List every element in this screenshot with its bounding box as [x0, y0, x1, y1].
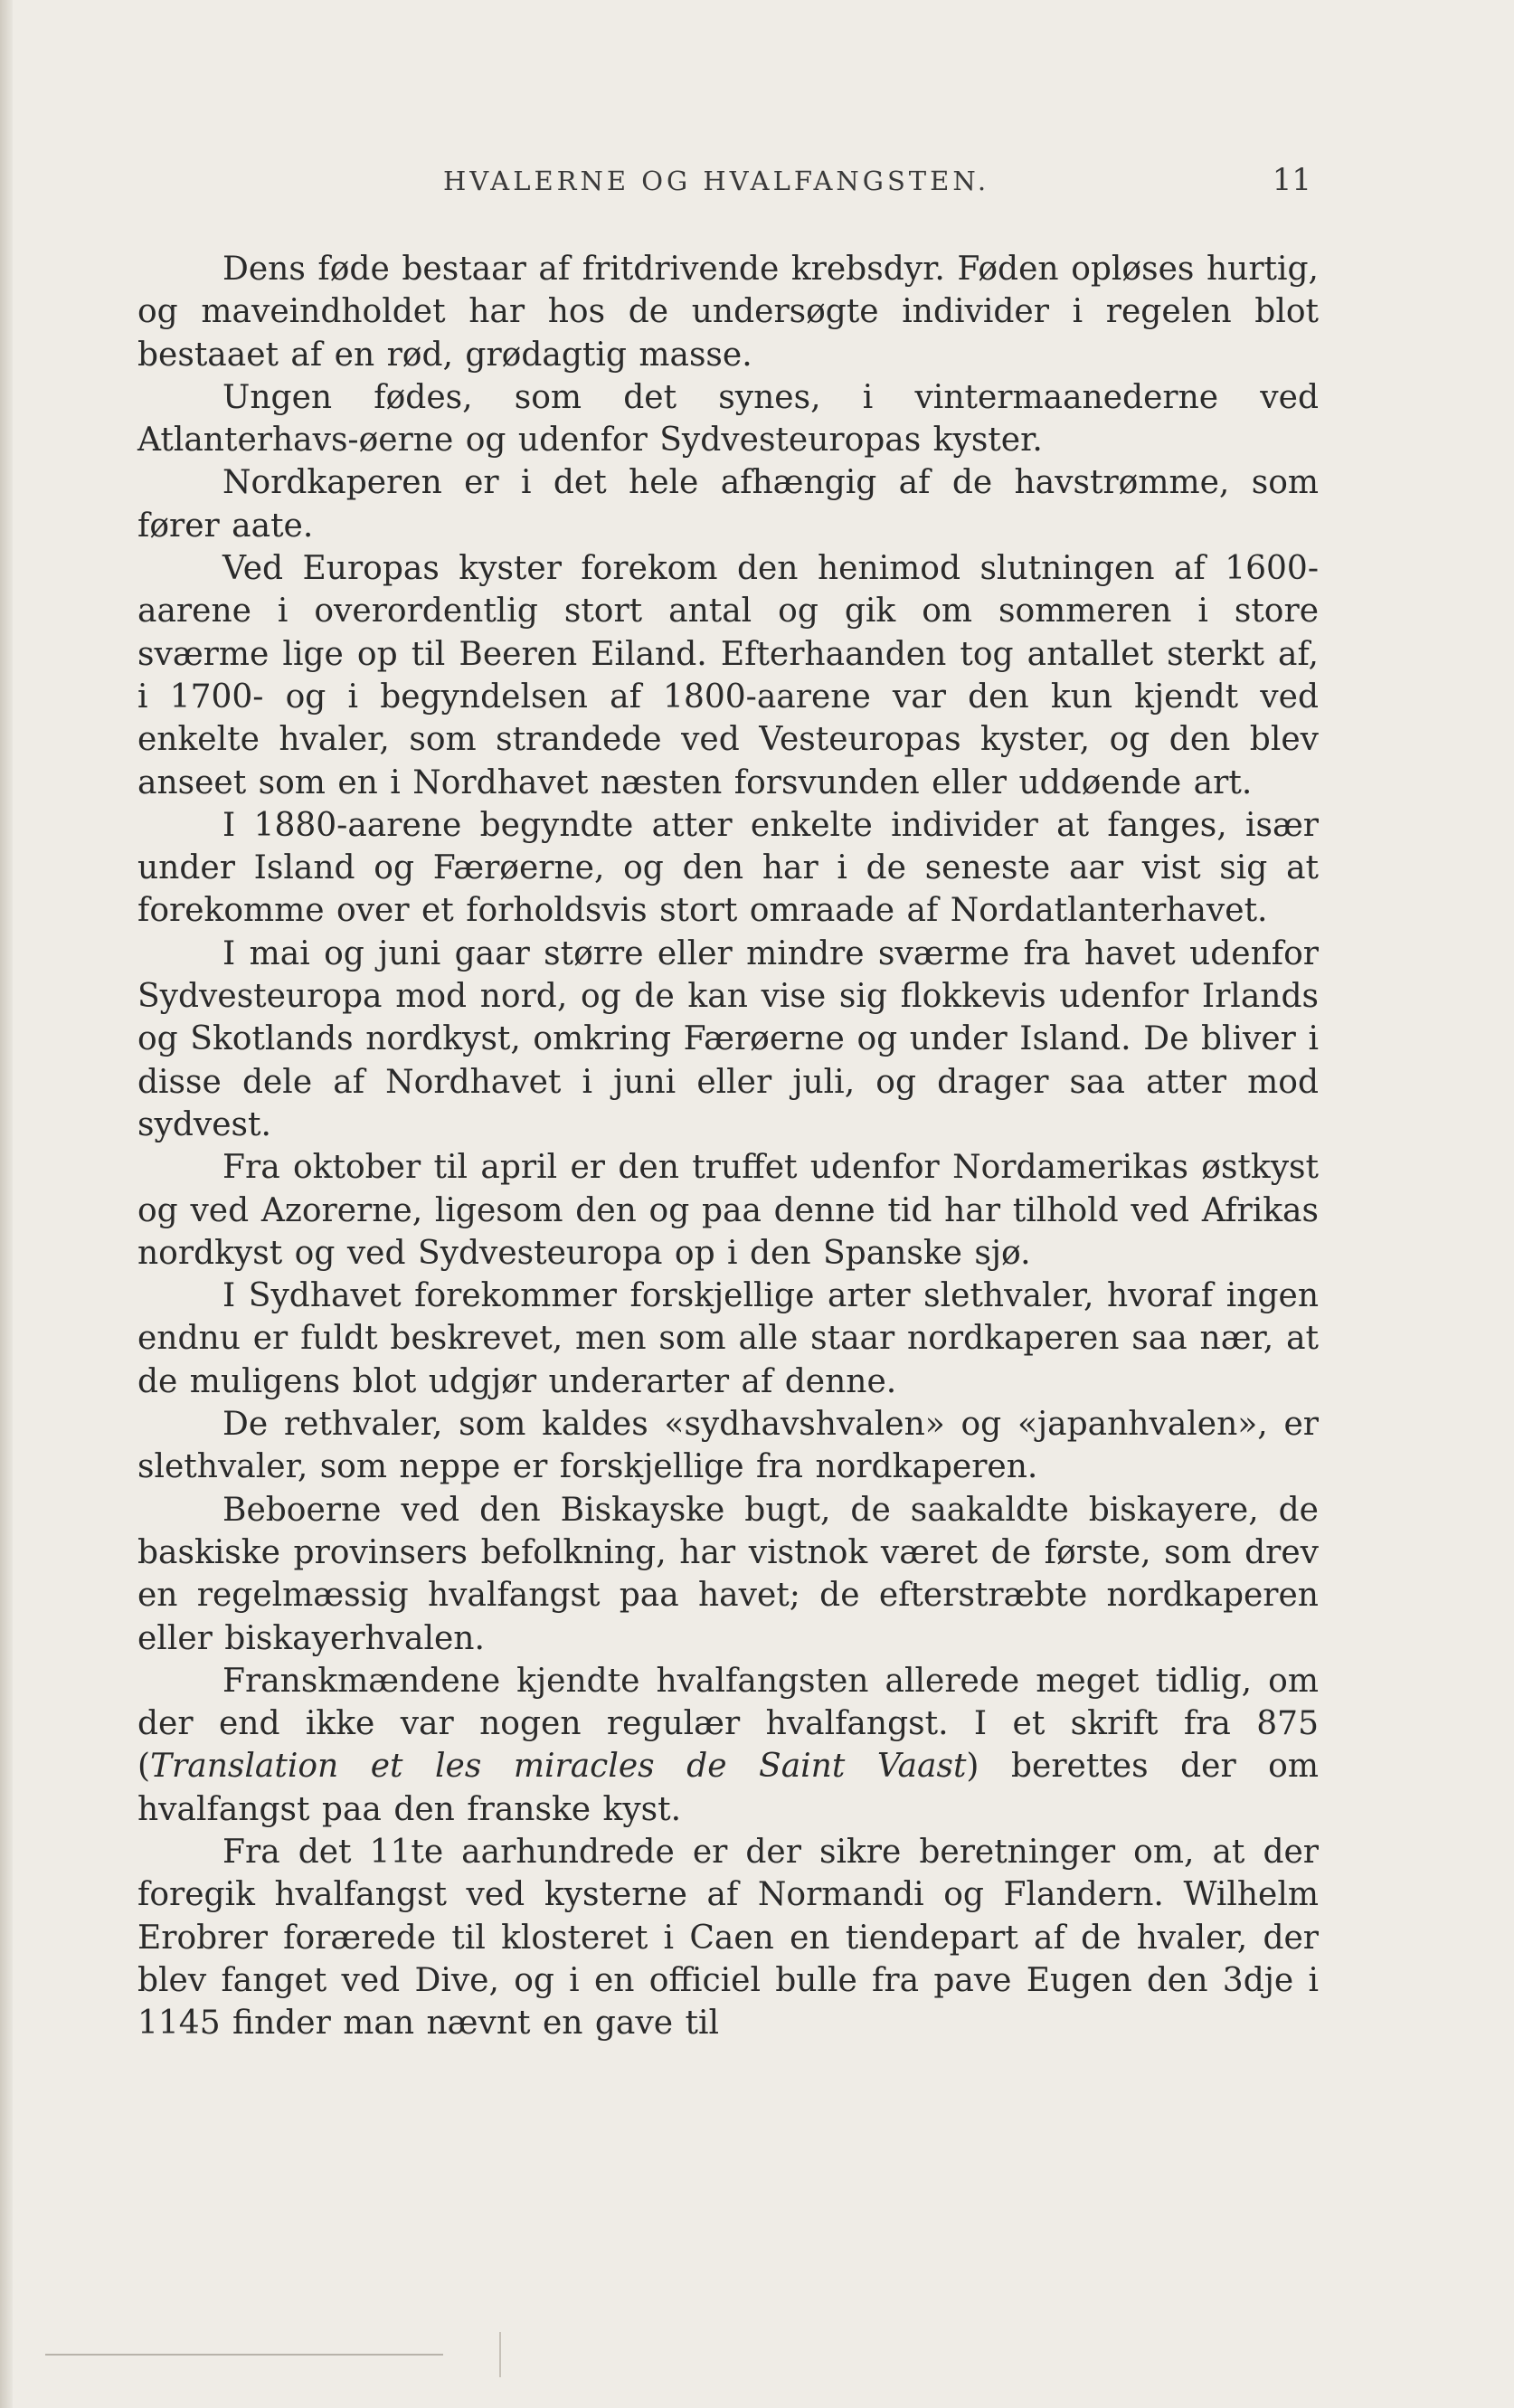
- paragraph: I Sydhavet forekommer forskjellige arter slethvaler, hvoraf ingen endnu er fuldt beskrevet, men som alle staar nordkaperen saa nær, at de muligens blot udgjør underarter af denne.: [137, 1277, 1319, 1400]
- paragraph: [137, 1660, 1319, 1831]
- bottom-mark: [499, 2332, 501, 2377]
- paragraph: Fra det 11te aarhundrede er der sikre beretninger om, at der foregik hvalfangst ved kysterne af Normandi og Flandern. Wilhelm Erobrer forærede til klosteret i Caen en tiendepart af de hvaler, der blev fanget ved Dive, og i en officiel bulle fra pave Eugen den 3dje i 1145 finder man nævnt en gave til: [137, 1833, 1319, 2043]
- body-text: [137, 248, 1319, 2044]
- paragraph: Dens føde bestaar af fritdrivende krebsdyr. Føden opløses hurtig, og maveindholdet har hos de undersøgte individer i regelen blot bestaaet af en rød, grødagtig masse.: [137, 251, 1319, 374]
- italic-title: Translation et les miracles de Saint Vaast: [150, 1748, 967, 1786]
- paragraph: Beboerne ved den Biskayske bugt, de saakaldte biskayere, de baskiske provinsers befolkning, har vistnok været de første, som drev en regelmæssig hvalfangst paa havet; de efterstræbte nordkaperen eller biskayerhvalen.: [137, 1491, 1319, 1657]
- paragraph: Ungen fødes, som det synes, i vintermaanederne ved Atlanterhavs-øerne og udenfor Sydvesteuropas kyster.: [137, 378, 1319, 460]
- paragraph: I mai og juni gaar større eller mindre sværme fra havet udenfor Sydvesteuropa mod nord, og de kan vise sig flokkevis udenfor Irlands og Skotlands nordkyst, omkring Færøerne og under Island. De bliver i disse dele af Nordhavet i juni eller juli, og drager saa atter mod sydvest.: [137, 934, 1319, 1143]
- paragraph: Fra oktober til april er den truffet udenfor Nordamerikas østkyst og ved Azorerne, ligesom den og paa denne tid har tilhold ved Afrikas nordkyst og ved Sydvesteuropa op i den Spanske sjø.: [137, 1149, 1319, 1272]
- paragraph: I 1880-aarene begyndte atter enkelte individer at fanges, især under Island og Færøerne, og den har i de seneste aar vist sig at forekomme over et forholdsvis stort omraade af Nordatlanterhavet.: [137, 806, 1319, 930]
- paragraph: Ved Europas kyster forekom den henimod slutningen af 1600-aarene i overordentlig stort antal og gik om sommeren i store sværme lige op til Beeren Eiland. Efterhaanden tog antallet sterkt af, i 1700- og i begyndelsen af 1800-aarene var den kun kjendt ved enkelte hvaler, som strandede ved Vesteuropas kyster, og den blev anseet som en i Nordhavet næsten forsvunden eller uddøende art.: [137, 550, 1319, 801]
- page-spine-shadow: [0, 0, 13, 2408]
- paragraph: Nordkaperen er i det hele afhængig af de havstrømme, som fører aate.: [137, 464, 1319, 545]
- bottom-rule: [45, 2354, 443, 2356]
- paragraph: De rethvaler, som kaldes «sydhavshvalen» og «japanhvalen», er slethvaler, som neppe er forskjellige fra nordkaperen.: [137, 1406, 1319, 1486]
- running-title: HVALERNE OG HVALFANGSTEN.: [443, 166, 990, 196]
- page-number: 11: [1272, 162, 1311, 198]
- page-header: [145, 162, 1311, 209]
- paragraph-text: Franskmændene kjendte hvalfangsten allerede meget tidlig, om der end ikke var nogen regulær hvalfangst. I et skrift fra 875 (: [137, 1662, 1319, 1786]
- paragraph-text: ) berettes der om hvalfangst paa den franske kyst.: [137, 1748, 1319, 1828]
